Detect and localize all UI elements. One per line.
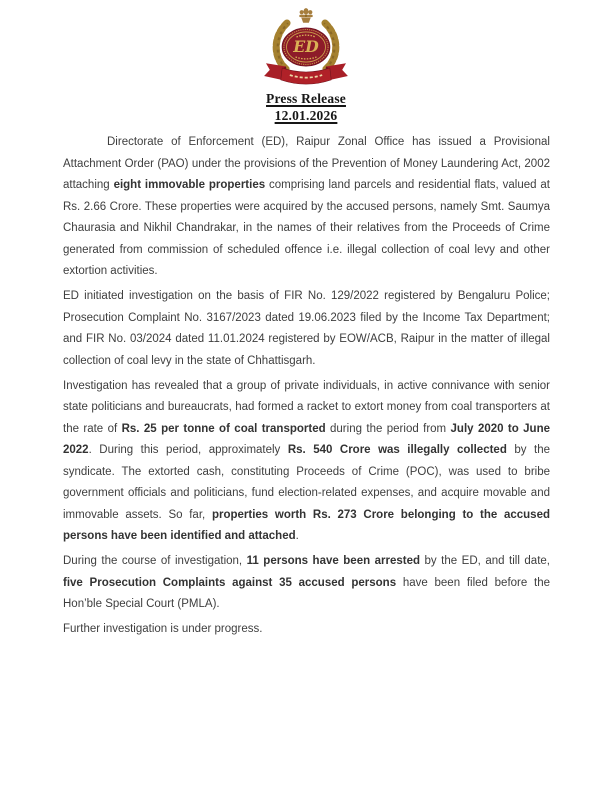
text-run: . bbox=[295, 530, 299, 542]
text-run: during the period from bbox=[325, 422, 451, 435]
text-run: Investigation has revealed that a group of private individuals, in active connivance with senior state politicians and bureaucrats, had formed a racket to extort money from coal transporters at the rate of bbox=[63, 379, 550, 435]
paragraph bbox=[63, 619, 550, 641]
text-run: Further investigation is under progress. bbox=[63, 623, 263, 635]
paragraph bbox=[63, 132, 550, 283]
text-run: by the syndicate. The extorted cash, constituting Proceeds of Crime (POC), was used to bribe government officials and politicians, fund election-related expenses, and acquire movable and immovable assets. So far, bbox=[63, 444, 550, 521]
bold-text-run: Rs. 25 per tonne of coal transported bbox=[121, 422, 326, 435]
bold-text-run: five Prosecution Complaints against 35 accused persons bbox=[63, 576, 397, 589]
press-release-date: 12.01.2026 bbox=[274, 108, 338, 123]
bold-text-run: 11 persons have been arrested bbox=[246, 555, 421, 567]
text-run: Directorate of Enforcement (ED), Raipur Zonal Office has issued a Provisional Attachment Order (PAO) under the provisions of the Prevention of Money Laundering Act, 2002 attaching bbox=[63, 136, 550, 191]
paragraph bbox=[63, 376, 550, 548]
press-release-body bbox=[63, 132, 550, 641]
text-run: comprising land parcels and residential flats, valued at Rs. 2.66 Crore. These properties were acquired by the accused persons, namely Smt. Saumya Chaurasia and Nikhil Chandrakar, in the names of their relatives from the Proceeds of Crime generated from commission of scheduled offence i.e. illegal collection of coal levy and other extortion activities. bbox=[63, 179, 550, 277]
text-run: . During this period, approximately bbox=[88, 444, 288, 456]
ed-emblem bbox=[0, 0, 612, 87]
press-release-header bbox=[0, 90, 612, 124]
bold-text-run: Rs. 540 Crore was illegally collected bbox=[287, 444, 507, 456]
text-run: have been filed before the Hon’ble Special Court (PMLA). bbox=[63, 576, 550, 610]
bold-text-run: July 2020 to June 2022 bbox=[63, 422, 551, 456]
paragraph bbox=[63, 551, 550, 616]
ashoka-capital-icon bbox=[299, 8, 312, 23]
press-release-title: Press Release bbox=[266, 91, 346, 106]
ed-emblem-graphic bbox=[262, 7, 350, 87]
text-run: During the course of investigation, bbox=[63, 555, 247, 567]
bold-text-run: properties worth Rs. 273 Crore belonging to the accused persons have been identified and attached bbox=[63, 508, 550, 542]
bold-text-run: eight immovable properties bbox=[113, 179, 266, 191]
text-run: ED initiated investigation on the basis of FIR No. 129/2022 registered by Bengaluru Police; Prosecution Complaint No. 3167/2023 dated 19.06.2023 filed by the Income Tax Department; and FIR No. 03/2024 dated 11.01.2024 registered by EOW/ACB, Raipur in the matter of illegal collection of coal levy in the state of Chhattisgarh. bbox=[63, 290, 550, 367]
paragraph bbox=[63, 286, 550, 372]
ed-seal-oval bbox=[282, 28, 330, 66]
text-run: by the ED, and till date, bbox=[420, 555, 550, 567]
ed-monogram: ED bbox=[293, 37, 319, 57]
